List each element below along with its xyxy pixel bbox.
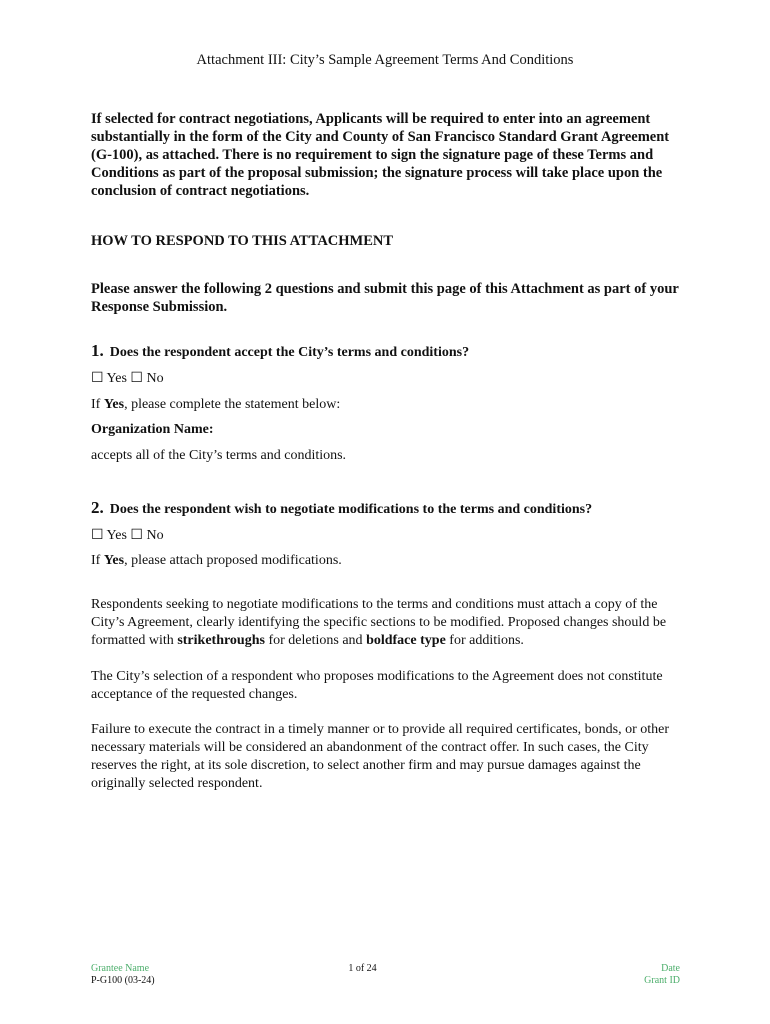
accepts-statement: accepts all of the City’s terms and conditions. <box>91 448 347 463</box>
q2-yes-checkbox[interactable]: ☐ <box>91 528 104 543</box>
q1-no-label: No <box>146 371 164 386</box>
q1-if-suffix: , please complete the statement below: <box>124 397 341 412</box>
page-title: Attachment III: City’s Sample Agreement Terms And Conditions <box>196 52 574 68</box>
question-2 <box>91 498 711 518</box>
q2-instruction <box>91 553 686 569</box>
para1-boldface: boldface type <box>366 633 446 648</box>
form-code: P-G100 (03-24) <box>91 975 155 986</box>
para1-part3: for additions. <box>445 633 524 648</box>
q2-if-bold: Yes <box>103 553 125 568</box>
q1-yes-checkbox[interactable]: ☐ <box>91 371 104 386</box>
q2-if-prefix: If <box>91 553 101 568</box>
howto-heading: HOW TO RESPOND TO THIS ATTACHMENT <box>91 233 394 249</box>
question-1-number: 1. <box>91 341 104 360</box>
q1-yes-label: Yes <box>106 371 127 386</box>
modifications-paragraph <box>91 596 686 650</box>
instructions-paragraph: Please answer the following 2 questions and submit this page of this Attachment as part of your Response Submission. <box>91 281 679 315</box>
page-number: 1 of 24 <box>348 963 377 974</box>
q2-if-suffix: , please attach proposed modifications. <box>124 553 342 568</box>
q2-no-label: No <box>146 528 164 543</box>
date-field: Date <box>661 963 680 974</box>
selection-paragraph: The City’s selection of a respondent who proposes modifications to the Agreement does not constitute acceptance of the requested changes. <box>91 669 663 702</box>
question-1 <box>91 341 686 361</box>
q1-no-checkbox[interactable]: ☐ <box>130 371 143 386</box>
question-1-text: Does the respondent accept the City’s terms and conditions? <box>109 345 470 360</box>
grantee-name-field: Grantee Name <box>91 963 150 974</box>
failure-paragraph: Failure to execute the contract in a timely manner or to provide all required certificates, bonds, or other necessary materials will be considered an abandonment of the contract offer. In such cases, the City reserves the right, at its sole discretion, to select another firm and may pursue damages against the originally selected respondent. <box>91 722 670 791</box>
question-1-options <box>91 370 686 387</box>
para1-strikethroughs: strikethroughs <box>177 633 265 648</box>
footer-left <box>91 963 155 987</box>
q1-if-prefix: If <box>91 397 101 412</box>
q1-if-bold: Yes <box>103 397 125 412</box>
question-2-text: Does the respondent wish to negotiate modifications to the terms and conditions? <box>109 502 593 517</box>
para1-part2: for deletions and <box>264 633 367 648</box>
q2-yes-label: Yes <box>106 528 127 543</box>
question-2-number: 2. <box>91 498 104 517</box>
intro-paragraph: If selected for contract negotiations, Applicants will be required to enter into an agreement substantially in the form of the City and County of San Francisco Standard Grant Agreement (G-100), as attached. There is no requirement to sign the signature page of these Terms and Conditions as part of the proposal submission; the signature process will take place upon the conclusion of contract negotiations. <box>91 111 670 199</box>
grant-id-field: Grant ID <box>644 975 680 986</box>
q2-no-checkbox[interactable]: ☐ <box>130 528 143 543</box>
organization-name-label: Organization Name: <box>91 422 214 437</box>
q1-instruction <box>91 397 686 413</box>
question-2-options <box>91 527 686 544</box>
footer-right <box>600 963 680 987</box>
para1-part1: Respondents seeking to negotiate modifications to the terms and conditions must attach a copy of the City’s Agreement, clearly identifying the specific sections to be modified. Proposed changes should be formatted with <box>91 597 667 648</box>
